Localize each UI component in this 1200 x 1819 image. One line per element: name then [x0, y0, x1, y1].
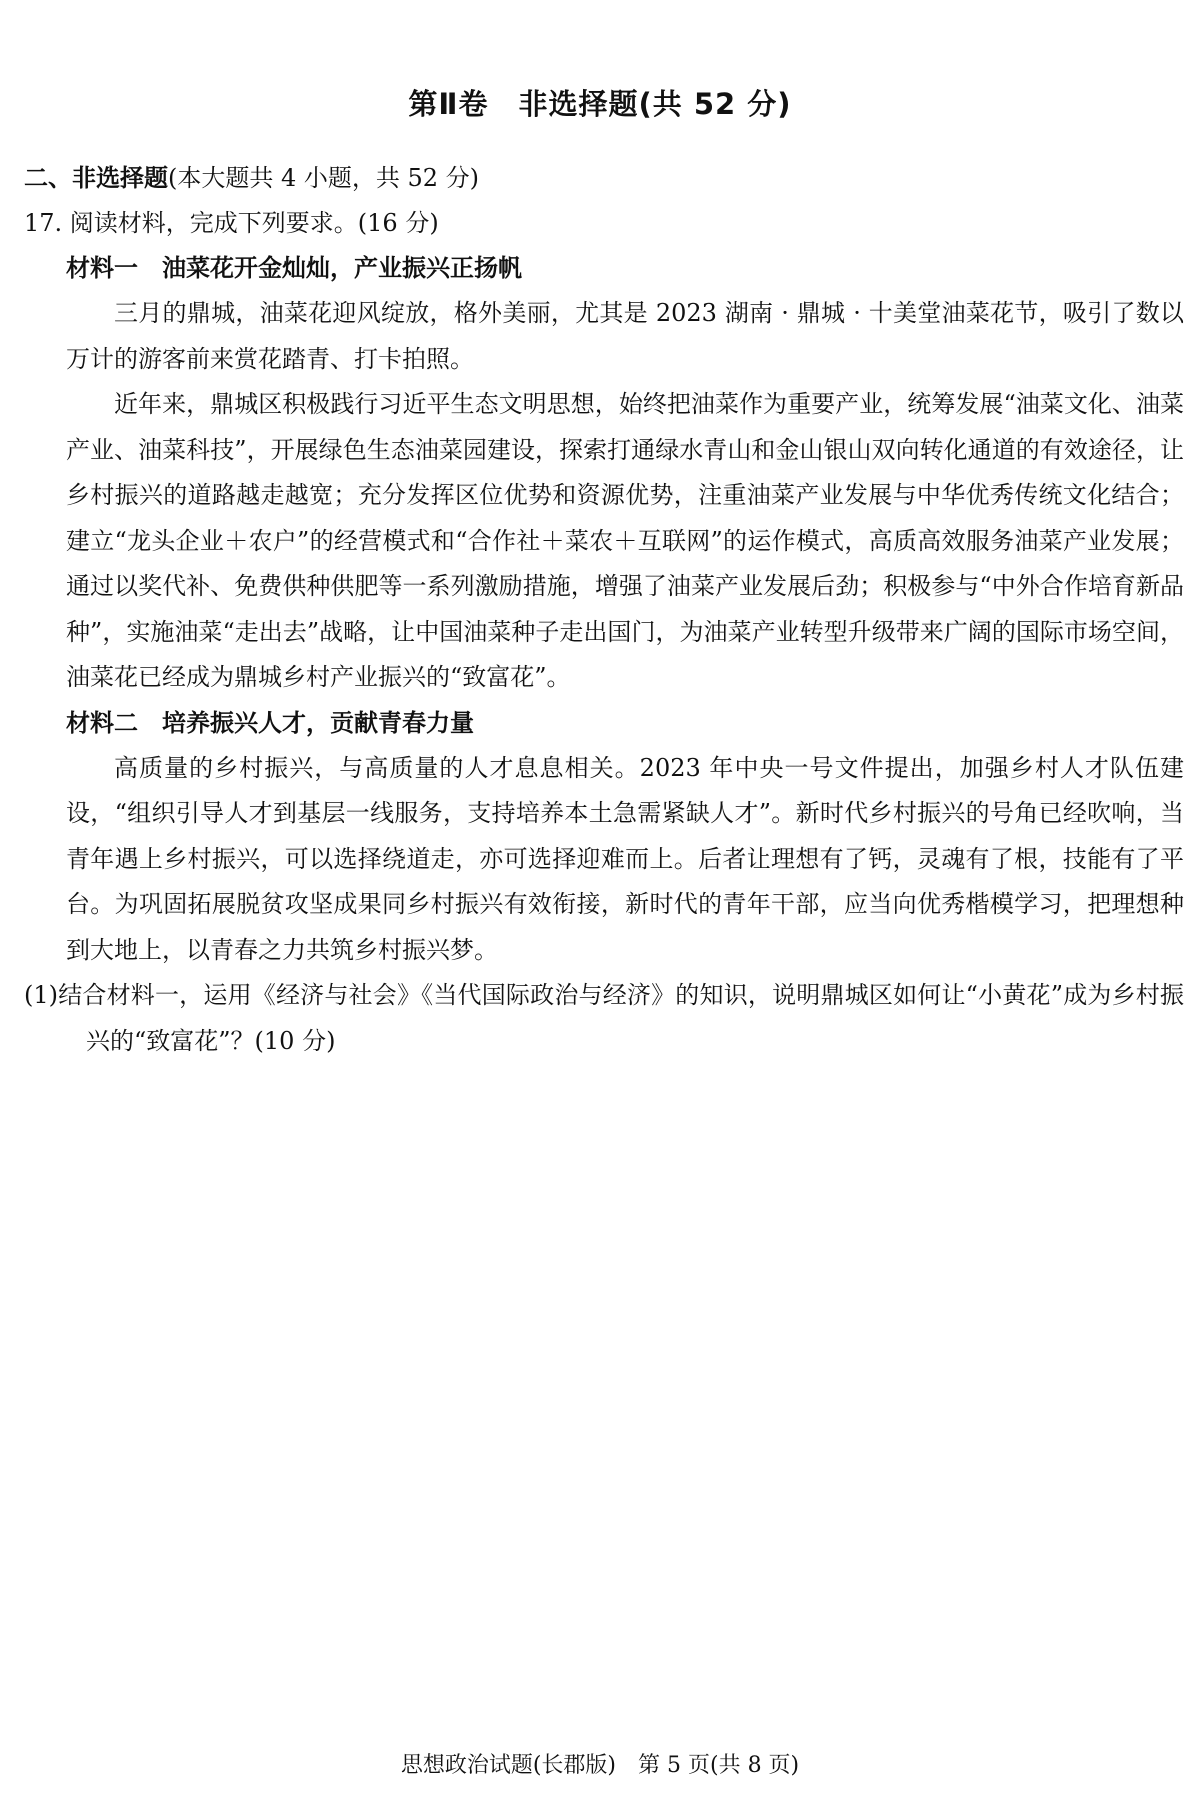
content-area — [24, 156, 1184, 1064]
section-note: (本大题共 4 小题，共 52 分) — [168, 164, 480, 192]
page-footer: 思想政治试题(长郡版) 第 5 页(共 8 页) — [400, 1753, 800, 1778]
material-one-paragraph-1: 三月的鼎城，油菜花迎风绽放，格外美丽，尤其是 2023 湖南 · 鼎城 · 十美堂油菜花节，吸引了数以万计的游客前来赏花踏青、打卡拍照。 — [66, 299, 1184, 373]
question-stem: 17. 阅读材料，完成下列要求。(16 分) — [24, 209, 439, 237]
material-two-paragraph-1: 高质量的乡村振兴，与高质量的人才息息相关。2023 年中央一号文件提出，加强乡村人才队伍建设，“组织引导人才到基层一线服务，支持培养本土急需紧缺人才”。新时代乡村振兴的号角已经吹响，当青年遇上乡村振兴，可以选择绕道走，亦可选择迎难而上。后者让理想有了钙，灵魂有了根，技能有了平台。为巩固拓展脱贫攻坚成果同乡村振兴有效衔接，新时代的青年干部，应当向优秀楷模学习，把理想种到大地上，以青春之力共筑乡村振兴梦。 — [66, 753, 1184, 964]
sub-question-1: (1)结合材料一，运用《经济与社会》《当代国际政治与经济》的知识，说明鼎城区如何让“小黄花”成为乡村振兴的“致富花”？(10 分) — [24, 981, 1184, 1055]
part-title: 第Ⅱ卷 非选择题(共 52 分) — [408, 87, 792, 121]
section-heading-row — [24, 156, 1184, 201]
material-two-heading: 材料二 培养振兴人才，贡献青春力量 — [66, 708, 474, 737]
section-heading: 二、非选择题 — [24, 164, 168, 192]
material-one-heading: 材料一 油菜花开金灿灿，产业振兴正扬帆 — [66, 254, 522, 282]
material-one-paragraph-2: 近年来，鼎城区积极践行习近平生态文明思想，始终把油菜作为重要产业，统筹发展“油菜文化、油菜产业、油菜科技”，开展绿色生态油菜园建设，探索打通绿水青山和金山银山双向转化通道的有效途径，让乡村振兴的道路越走越宽；充分发挥区位优势和资源优势，注重油菜产业发展与中华优秀传统文化结合；建立“龙头企业＋农户”的经营模式和“合作社＋菜农＋互联网”的运作模式，高质高效服务油菜产业发展；通过以奖代补、免费供种供肥等一系列激励措施，增强了油菜产业发展后劲；积极参与“中外合作培育新品种”，实施油菜“走出去”战略，让中国油菜种子走出国门，为油菜产业转型升级带来广阔的国际市场空间，油菜花已经成为鼎城乡村产业振兴的“致富花”。 — [66, 390, 1184, 691]
